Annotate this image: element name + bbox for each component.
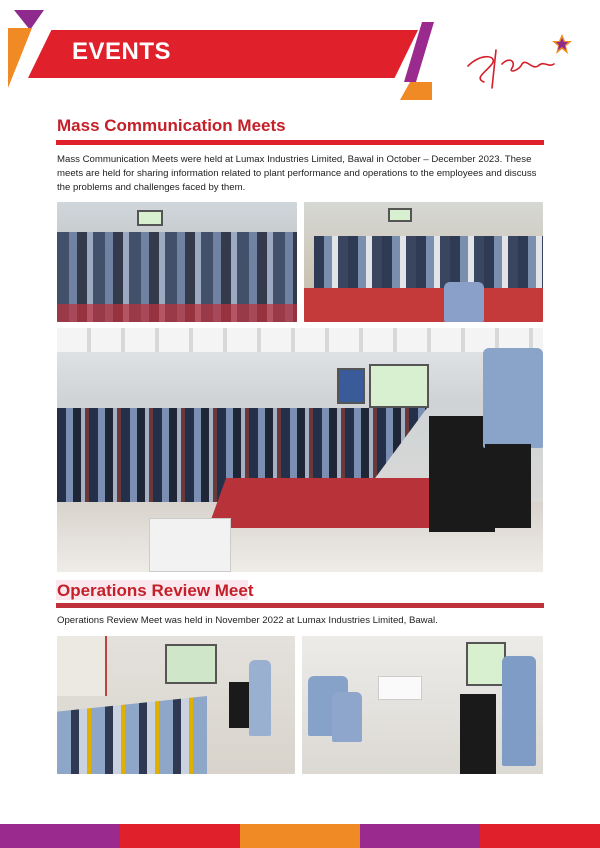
photo-mass-meet-2 <box>304 202 543 322</box>
photo-mass-meet-3 <box>57 328 543 572</box>
photo-operations-review-1 <box>57 636 295 774</box>
footer-color-bar <box>0 824 600 848</box>
section-rule <box>56 140 544 145</box>
section-text-mass-communication: Mass Communication Meets were held at Lumax Industries Limited, Bawal in October – December 2023. These meets are held for sharing information related to plant performance and operations to the employees and discuss the problems and challenges faced by them. <box>57 154 537 193</box>
footer-segment <box>360 824 480 848</box>
page-title: EVENTS <box>72 38 172 65</box>
footer-segment <box>120 824 240 848</box>
header-decor-right <box>396 20 446 102</box>
section-title-operations-review: Operations Review Meet <box>57 581 254 600</box>
photo-mass-meet-1 <box>57 202 297 322</box>
section-rule <box>56 603 544 608</box>
footer-segment <box>0 824 120 848</box>
sagar-logo <box>462 30 580 92</box>
section-text-operations-review: Operations Review Meet was held in November 2022 at Lumax Industries Limited, Bawal. <box>57 615 438 626</box>
footer-segment <box>240 824 360 848</box>
photo-operations-review-2 <box>302 636 543 774</box>
section-title-mass-communication: Mass Communication Meets <box>57 116 286 135</box>
footer-segment <box>480 824 600 848</box>
